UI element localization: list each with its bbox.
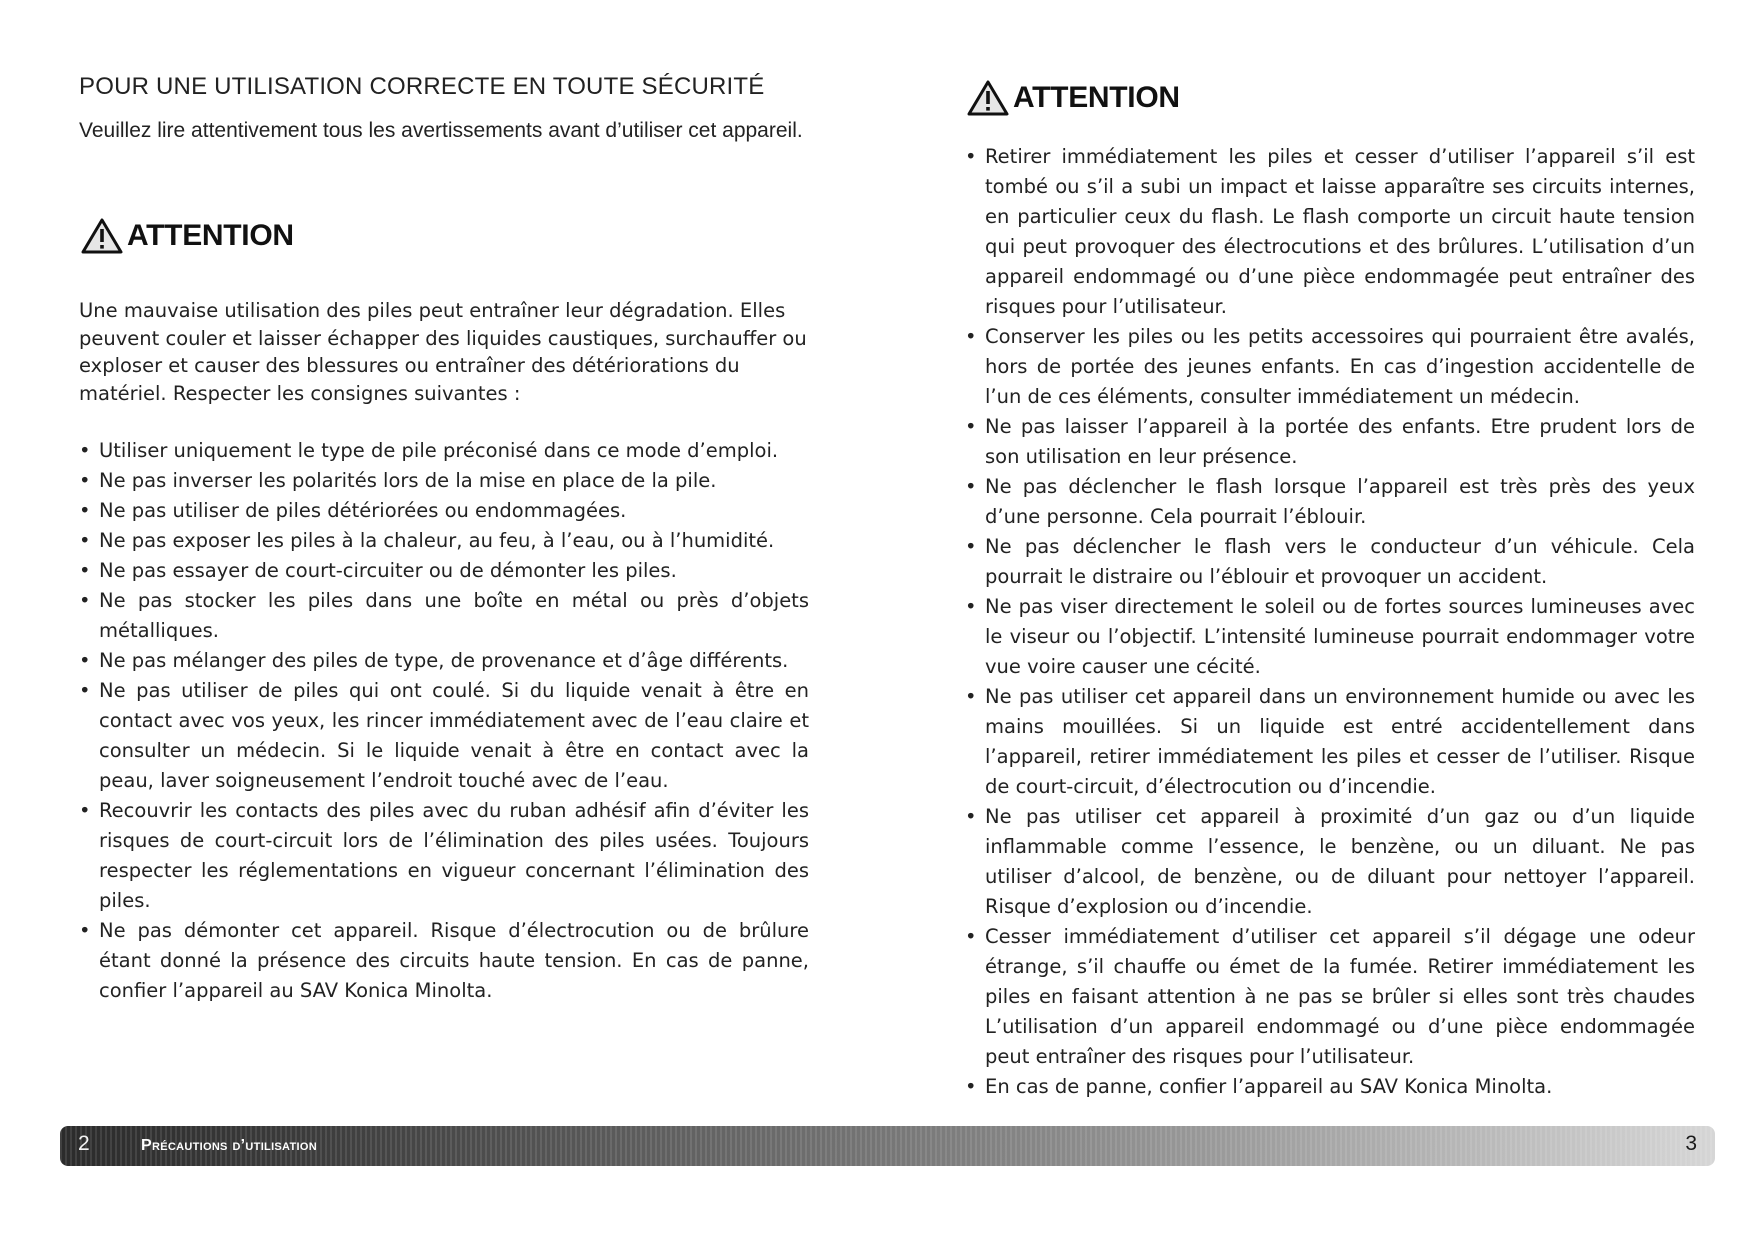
attention-heading <box>967 80 1180 116</box>
list-item: • Ne pas essayer de court-circuiter ou de démonter les piles. <box>79 556 809 586</box>
list-item: • Ne pas laisser l’appareil à la portée des enfants. Etre prudent lors de son utilisation en leur présence. <box>965 412 1695 472</box>
list-item: • Ne pas déclencher le flash lorsque l’appareil est très près des yeux d’une personne. Cela pourrait l’éblouir. <box>965 472 1695 532</box>
warning-triangle-icon <box>967 80 1009 116</box>
warning-triangle-icon <box>81 218 123 254</box>
list-item: • Ne pas démonter cet appareil. Risque d’électrocution ou de brûlure étant donné la présence des circuits haute tension. En cas de panne, confier l’appareil au SAV Konica Minolta. <box>79 916 809 1006</box>
list-item: • Ne pas inverser les polarités lors de la mise en place de la pile. <box>79 466 809 496</box>
list-item: • Retirer immédiatement les piles et cesser d’utiliser l’appareil s’il est tombé ou s’il a subi un impact et laisse apparaître ses circuits internes, en particulier ceux du flash. Le flash comporte un circuit haute tension qui peut provoquer des électrocutions et des brûlures. L’utilisation d’un appareil endommagé ou d’une pièce endommagée peut entraîner des risques pour l’utilisateur. <box>965 142 1695 322</box>
list-item: • Ne pas utiliser cet appareil dans un environnement humide ou avec les mains mouillées. Si un liquide est entré accidentellement dans l’appareil, retirer immédiatement les piles et cesser de l’utiliser. Risque de court-circuit, d’électrocution ou d’incendie. <box>965 682 1695 802</box>
list-item: • Ne pas utiliser de piles qui ont coulé. Si du liquide venait à être en contact avec vos yeux, les rincer immédiatement avec de l’eau claire et consulter un médecin. Si le liquide venait à être en contact avec la peau, laver soigneusement l’endroit touché avec de l’eau. <box>79 676 809 796</box>
intro-text: Veuillez lire attentivement tous les avertissements avant d’utiliser cet appareil. <box>79 119 803 142</box>
footer-section-label: Précautions d’utilisation <box>141 1137 317 1154</box>
page-number-left: 2 <box>78 1132 90 1155</box>
list-item: • En cas de panne, confier l’appareil au SAV Konica Minolta. <box>965 1072 1695 1102</box>
list-item: • Ne pas utiliser de piles détériorées ou endommagées. <box>79 496 809 526</box>
battery-warning-paragraph: Une mauvaise utilisation des piles peut entraîner leur dégradation. Elles peuvent couler et laisser échapper des liquides caustiques, surchauffer ou exploser et causer des blessures ou entraîner des détériorations du matériel. Respecter les consignes suivantes : <box>79 299 807 405</box>
list-item: • Ne pas déclencher le flash vers le conducteur d’un véhicule. Cela pourrait le distraire ou l’éblouir et provoquer un accident. <box>965 532 1695 592</box>
list-item: • Utiliser uniquement le type de pile préconisé dans ce mode d’emploi. <box>79 436 809 466</box>
page-number-right: 3 <box>1685 1132 1697 1155</box>
list-item: • Ne pas mélanger des piles de type, de provenance et d’âge différents. <box>79 646 809 676</box>
list-item: • Conserver les piles ou les petits accessoires qui pourraient être avalés, hors de portée des jeunes enfants. En cas d’ingestion accidentelle de l’un de ces éléments, consulter immédiatement un médecin. <box>965 322 1695 412</box>
list-item: • Ne pas viser directement le soleil ou de fortes sources lumineuses avec le viseur ou l’objectif. L’intensité lumineuse pourrait endommager votre vue voire causer une cécité. <box>965 592 1695 682</box>
footer-bar <box>60 1126 1715 1166</box>
attention-heading <box>81 218 294 254</box>
section-title: POUR UNE UTILISATION CORRECTE EN TOUTE SÉCURITÉ <box>79 73 765 100</box>
list-item: • Cesser immédiatement d’utiliser cet appareil s’il dégage une odeur étrange, s’il chauffe ou émet de la fumée. Retirer immédiatement les piles en faisant attention à ne pas se brûler si elles sont très chaudes L’utilisation d’un appareil endommagé ou d’une pièce endommagée peut entraîner des risques pour l’utilisateur. <box>965 922 1695 1072</box>
attention-label: ATTENTION <box>127 219 294 252</box>
battery-warning-list <box>79 436 809 1006</box>
list-item: • Recouvrir les contacts des piles avec du ruban adhésif afin d’éviter les risques de court-circuit lors de l’élimination des piles usées. Toujours respecter les réglementations en vigueur concernant l’élimination des piles. <box>79 796 809 916</box>
device-warning-list <box>965 142 1695 1102</box>
attention-label: ATTENTION <box>1013 81 1180 114</box>
list-item: • Ne pas exposer les piles à la chaleur, au feu, à l’eau, ou à l’humidité. <box>79 526 809 556</box>
list-item: • Ne pas stocker les piles dans une boîte en métal ou près d’objets métalliques. <box>79 586 809 646</box>
list-item: • Ne pas utiliser cet appareil à proximité d’un gaz ou d’un liquide inflammable comme l’essence, le benzène, ou un diluant. Ne pas utiliser d’alcool, de benzène, ou de diluant pour nettoyer l’appareil. Risque d’explosion ou d’incendie. <box>965 802 1695 922</box>
